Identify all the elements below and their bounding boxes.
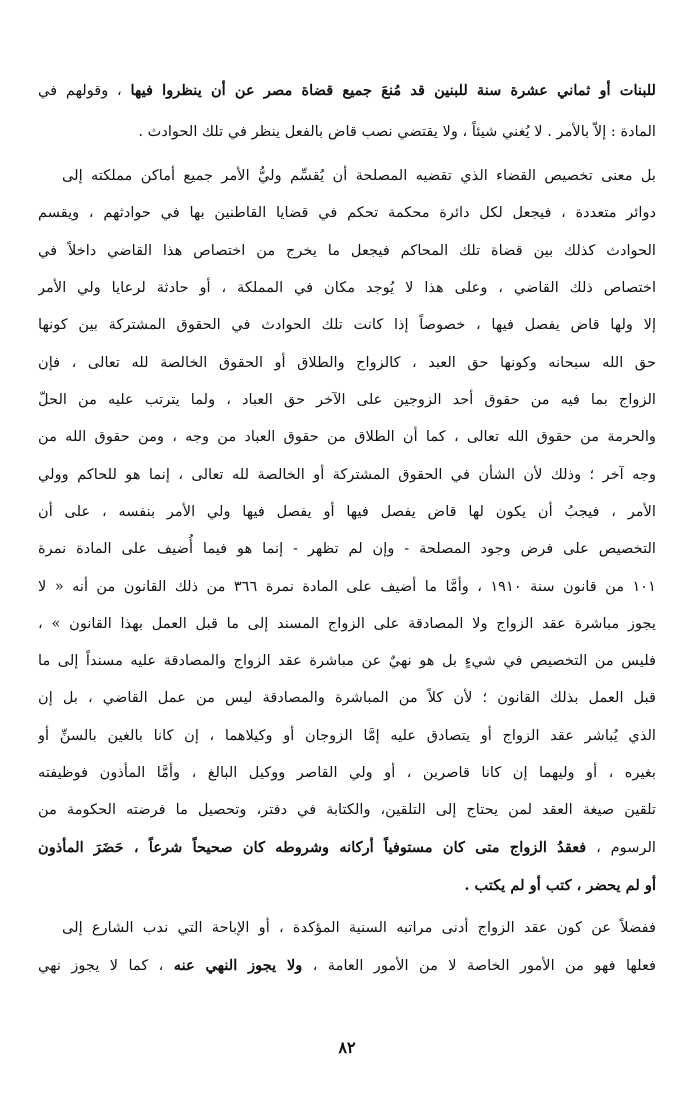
- text-line: [38, 309, 656, 341]
- bold-text-segment: ولا يجوز النهي عنه: [173, 957, 303, 974]
- text-segment: تلقين صيغة العقد لمن يحتاج إلى التلقين، والكتابة في دفتر، وتحصيل ما فرضته الحكومة من: [38, 801, 656, 818]
- text-segment: اختصاص ذلك القاضي ، وعلى هذا لا يُوجد مكان في المملكة ، أو حادثة لرعايا ولي الأمر: [38, 279, 656, 296]
- text-line: [38, 347, 656, 379]
- text-line: [38, 608, 656, 640]
- text-segment: دوائر متعددة ، فيجعل لكل دائرة محكمة تحكم في قضايا القاطنين بها في حوادثهم ، ويقسم: [38, 204, 656, 221]
- text-segment: إلا ولها قاض يفصل فيها ، خصوصاً إذا كانت تلك الحوادث في الحقوق المشتركة بين كونها: [38, 316, 656, 333]
- bold-text-segment: فعقدُ الزواج متى كان مستوفياً أركانه وشروطه كان صحيحاً شرعاً ، حَضَرَ المأذون: [38, 839, 587, 856]
- text-segment: قبل العمل بذلك القانون ؛ لأن كلاً من المباشرة والمصادقة ليس من عمل القاضي ، بل إن: [38, 689, 656, 706]
- page-number: ٨٢: [338, 1038, 356, 1057]
- text-segment: الحوادث كذلك بين قضاة تلك المحاكم فيجعل ما يخرج من اختصاص هذا القاضي داخلاً في: [38, 242, 656, 259]
- bold-text-segment: أو لم يحضر ، كتب أو لم يكتب .: [464, 877, 656, 894]
- text-line: [38, 496, 656, 528]
- text-segment: يجوز مباشرة عقد الزواج ولا المصادقة على الزواج المسند إلى ما قبل العمل بهذا القانون » ،: [38, 615, 656, 632]
- text-segment: المادة : إلاّ بالأمر . لا يُغني شيئاً ، ولا يقتضي نصب قاض بالفعل ينظر في تلك الحوادث .: [138, 123, 656, 140]
- text-segment: بغيره ، أو وليهما إن كانا قاصرين ، أو ولي القاصر ووكيل البالغ ، وأمَّا المأذون فوظيفته: [38, 764, 656, 781]
- text-line: [38, 645, 656, 677]
- text-segment: الذي يُباشر عقد الزواج أو يتصادق عليه إمَّا الزوجان أو وكيلاهما ، إن كانا بالغين بالسنِّ أو: [38, 727, 656, 744]
- text-segment: التخصيص على فرض وجود المصلحة - وإن لم تظهر - إنما هو فيما أُضيف على المادة نمرة: [38, 540, 656, 557]
- text-segment: فليس من التخصيص في شيءٍ بل هو نهيٌ عن مباشرة عقد الزواج والمصادقة عليه مسنداً إلى ما: [38, 652, 656, 669]
- text-segment: بل معنى تخصيص القضاء الذي تقضيه المصلحة أن يُقسِّم وليُّ الأمر جميع أماكن مملكته إلى: [62, 167, 656, 184]
- text-line: [38, 75, 656, 107]
- text-segment: ، وقولهم في: [38, 82, 131, 99]
- text-segment: الرسوم ،: [586, 839, 656, 856]
- text-line: [38, 116, 656, 148]
- text-line: [38, 682, 656, 714]
- text-segment: فعلها فهو من الأمور الخاصة لا من الأمور العامة ،: [302, 957, 656, 974]
- text-segment: وجه آخر ؛ وذلك لأن الشأن في الحقوق المشتركة أو الخالصة لله تعالى ، إنما هو للحاكم وولي: [38, 466, 656, 483]
- bold-text-segment: للبنات أو ثماني عشرة سنة للبنين قد مُنعَ جميع قضاة مصر عن أن ينظروا فيها: [130, 82, 656, 99]
- text-line: [38, 235, 656, 267]
- text-line: [38, 421, 656, 453]
- text-line: [38, 272, 656, 304]
- text-segment: الزواج بما فيه من حقوق أحد الزوجين على الآخر حق العباد ، ولما يترتب عليه من الحلّ: [38, 391, 656, 408]
- text-line: [38, 533, 656, 565]
- text-segment: والحرمة من حقوق الله تعالى ، كما أن الطلاق من حقوق العباد من وجه ، ومن حقوق الله من: [38, 428, 656, 445]
- text-line: [38, 720, 656, 752]
- text-segment: الأمر ، فيجبُ أن يكون لها قاض يفصل فيها أو يفصل فيها ولي الأمر بنفسه ، على أن: [38, 503, 656, 520]
- text-line: [62, 912, 656, 944]
- text-line: [38, 757, 656, 789]
- text-line: [38, 197, 656, 229]
- text-line: [38, 794, 656, 826]
- text-line: [38, 832, 656, 864]
- text-line: [38, 870, 656, 902]
- text-segment: ففضلاً عن كون عقد الزواج أدنى مراتبه السنية المؤكدة ، أو الإباحة التي ندب الشارع إلى: [62, 919, 656, 936]
- text-line: [38, 459, 656, 491]
- text-line: [38, 950, 656, 982]
- text-segment: حق الله سبحانه وكونها حق العبد ، كالزواج والطلاق أو الحقوق الخالصة لله تعالى ، فإن: [38, 354, 656, 371]
- text-segment: ١٠١ من قانون سنة ١٩١٠ ، وأمَّا ما أضيف على المادة نمرة ٣٦٦ من ذلك القانون من أنه « لا: [38, 578, 656, 595]
- text-segment: ، كما لا يجوز نهي: [38, 957, 174, 974]
- text-line: [38, 571, 656, 603]
- text-line: [38, 384, 656, 416]
- text-line: [62, 160, 656, 192]
